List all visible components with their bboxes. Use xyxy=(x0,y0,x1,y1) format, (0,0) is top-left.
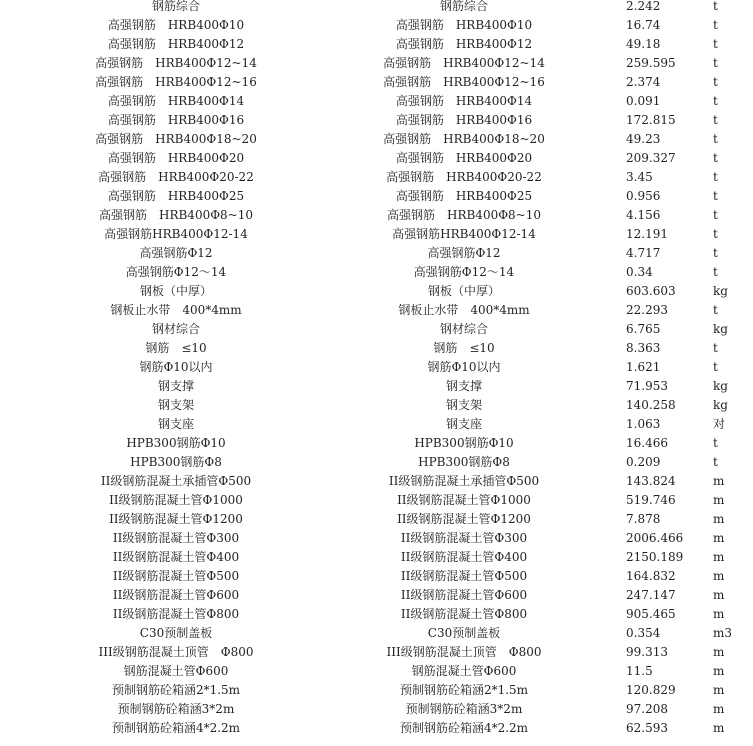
table-row xyxy=(0,0,753,16)
quantity-cell: 0.209 xyxy=(626,455,661,469)
table-row xyxy=(0,92,753,111)
unit-cell: m xyxy=(713,493,725,507)
unit-cell: t xyxy=(713,360,718,374)
material-name-cell: 钢筋综合 xyxy=(151,0,200,13)
material-spec-cell: HPB300钢筋Φ8 xyxy=(418,455,510,469)
unit-cell: t xyxy=(713,18,718,32)
quantity-cell: 3.45 xyxy=(626,170,653,184)
material-spec-cell: 高强钢筋 HRB400Φ20 xyxy=(395,151,533,165)
unit-cell: t xyxy=(713,170,718,184)
unit-cell: kg xyxy=(713,379,728,393)
material-spec-cell: 高强钢筋 HRB400Φ12~14 xyxy=(383,56,545,70)
quantity-cell: 143.824 xyxy=(626,474,676,488)
material-name-cell: 高强钢筋Φ12～14 xyxy=(125,265,227,279)
quantity-cell: 0.34 xyxy=(626,265,653,279)
material-name-cell: II级钢筋混凝土管Φ600 xyxy=(112,588,240,602)
material-spec-cell: 高强钢筋 HRB400Φ12~16 xyxy=(383,75,545,89)
material-name-cell: 高强钢筋HRB400Φ12-14 xyxy=(104,227,248,241)
unit-cell: t xyxy=(713,265,718,279)
table-row xyxy=(0,434,753,453)
material-spec-cell: 钢板（中厚） xyxy=(427,284,500,298)
material-name-cell: 高强钢筋 HRB400Φ8~10 xyxy=(98,208,254,222)
table-row xyxy=(0,16,753,35)
unit-cell: t xyxy=(713,151,718,165)
quantity-cell: 16.74 xyxy=(626,18,661,32)
material-spec-cell: 高强钢筋HRB400Φ12-14 xyxy=(392,227,536,241)
material-name-cell: 预制钢筋砼箱涵4*2.2m xyxy=(111,721,241,735)
unit-cell: m xyxy=(713,702,725,716)
material-name-cell: 高强钢筋 HRB400Φ20-22 xyxy=(98,170,254,184)
unit-cell: m xyxy=(713,569,725,583)
quantity-cell: 4.717 xyxy=(626,246,661,260)
unit-cell: m3 xyxy=(713,626,733,640)
material-name-cell: 高强钢筋 HRB400Φ25 xyxy=(107,189,245,203)
material-name-cell: 钢材综合 xyxy=(151,322,200,336)
unit-cell: t xyxy=(713,0,718,13)
quantity-cell: 164.832 xyxy=(626,569,676,583)
material-spec-cell: 钢支撑 xyxy=(445,379,482,393)
material-name-cell: 预制钢筋砼箱涵2*1.5m xyxy=(111,683,241,697)
unit-cell: t xyxy=(713,37,718,51)
quantity-cell: 62.593 xyxy=(626,721,668,735)
material-name-cell: 钢筋混凝土管Φ600 xyxy=(123,664,229,678)
quantity-cell: 97.208 xyxy=(626,702,668,716)
unit-cell: m xyxy=(713,512,725,526)
material-spec-cell: II级钢筋混凝土管Φ600 xyxy=(400,588,528,602)
material-spec-cell: 钢支座 xyxy=(445,417,482,431)
material-spec-cell: 钢板止水带 400*4mm xyxy=(398,303,530,317)
unit-cell: t xyxy=(713,455,718,469)
table-row xyxy=(0,168,753,187)
material-spec-cell: 钢材综合 xyxy=(439,322,488,336)
quantity-cell: 12.191 xyxy=(626,227,668,241)
table-row xyxy=(0,282,753,301)
material-name-cell: 高强钢筋 HRB400Φ10 xyxy=(107,18,245,32)
material-spec-cell: II级钢筋混凝土管Φ1200 xyxy=(397,512,531,526)
quantity-cell: 8.363 xyxy=(626,341,661,355)
material-spec-cell: II级钢筋混凝土管Φ500 xyxy=(400,569,528,583)
table-row xyxy=(0,225,753,244)
material-name-cell: II级钢筋混凝土管Φ1200 xyxy=(109,512,243,526)
unit-cell: kg xyxy=(713,322,728,336)
material-name-cell: 高强钢筋 HRB400Φ12 xyxy=(107,37,245,51)
unit-cell: t xyxy=(713,246,718,260)
quantity-cell: 2006.466 xyxy=(626,531,684,545)
material-spec-cell: 高强钢筋 HRB400Φ16 xyxy=(395,113,533,127)
table-row xyxy=(0,605,753,624)
quantity-cell: 22.293 xyxy=(626,303,668,317)
material-spec-cell: HPB300钢筋Φ10 xyxy=(414,436,514,450)
table-row xyxy=(0,624,753,643)
material-name-cell: 钢支座 xyxy=(157,417,194,431)
quantity-cell: 140.258 xyxy=(626,398,676,412)
table-row xyxy=(0,358,753,377)
quantity-cell: 209.327 xyxy=(626,151,676,165)
material-spec-cell: 预制钢筋砼箱涵4*2.2m xyxy=(399,721,529,735)
unit-cell: t xyxy=(713,132,718,146)
material-spec-cell: 高强钢筋 HRB400Φ18~20 xyxy=(383,132,545,146)
material-spec-cell: 预制钢筋砼箱涵2*1.5m xyxy=(399,683,529,697)
quantity-cell: 2150.189 xyxy=(626,550,684,564)
table-row xyxy=(0,529,753,548)
table-row xyxy=(0,187,753,206)
table-row xyxy=(0,111,753,130)
quantity-cell: 99.313 xyxy=(626,645,668,659)
unit-cell: kg xyxy=(713,284,728,298)
material-spec-cell: II级钢筋混凝土管Φ400 xyxy=(400,550,528,564)
quantity-cell: 603.603 xyxy=(626,284,676,298)
quantity-cell: 0.956 xyxy=(626,189,661,203)
material-name-cell: C30预制盖板 xyxy=(139,626,213,640)
unit-cell: m xyxy=(713,683,725,697)
material-name-cell: II级钢筋混凝土管Φ300 xyxy=(112,531,240,545)
table-row xyxy=(0,301,753,320)
material-name-cell: II级钢筋混凝土管Φ500 xyxy=(112,569,240,583)
material-spec-cell: C30预制盖板 xyxy=(427,626,501,640)
material-spec-cell: II级钢筋混凝土承插管Φ500 xyxy=(388,474,540,488)
material-spec-cell: 高强钢筋Φ12 xyxy=(427,246,501,260)
table-row xyxy=(0,472,753,491)
table-row xyxy=(0,510,753,529)
material-name-cell: 高强钢筋 HRB400Φ12~14 xyxy=(95,56,257,70)
table-row xyxy=(0,643,753,662)
material-spec-cell: 钢支架 xyxy=(445,398,482,412)
table-row xyxy=(0,548,753,567)
material-spec-cell: 钢筋混凝土管Φ600 xyxy=(411,664,517,678)
material-name-cell: 钢筋 ≤10 xyxy=(145,341,207,355)
material-name-cell: 高强钢筋 HRB400Φ14 xyxy=(107,94,245,108)
material-spec-cell: II级钢筋混凝土管Φ800 xyxy=(400,607,528,621)
quantity-cell: 0.354 xyxy=(626,626,661,640)
unit-cell: m xyxy=(713,474,725,488)
material-name-cell: 钢板止水带 400*4mm xyxy=(110,303,242,317)
material-name-cell: 高强钢筋Φ12 xyxy=(139,246,213,260)
unit-cell: m xyxy=(713,721,725,735)
table-row xyxy=(0,396,753,415)
material-name-cell: 钢板（中厚） xyxy=(139,284,212,298)
table-row xyxy=(0,700,753,719)
table-row xyxy=(0,662,753,681)
table-row xyxy=(0,149,753,168)
material-name-cell: III级钢筋混凝土顶管 Φ800 xyxy=(98,645,254,659)
material-spec-cell: II级钢筋混凝土管Φ1000 xyxy=(397,493,531,507)
table-row xyxy=(0,73,753,92)
unit-cell: m xyxy=(713,645,725,659)
material-name-cell: 钢支撑 xyxy=(157,379,194,393)
quantity-cell: 2.374 xyxy=(626,75,661,89)
material-name-cell: HPB300钢筋Φ10 xyxy=(126,436,226,450)
quantity-cell: 120.829 xyxy=(626,683,676,697)
material-spec-cell: 高强钢筋Φ12～14 xyxy=(413,265,515,279)
material-name-cell: 高强钢筋 HRB400Φ18~20 xyxy=(95,132,257,146)
table-row xyxy=(0,453,753,472)
material-name-cell: 预制钢筋砼箱涵3*2m xyxy=(117,702,235,716)
material-name-cell: II级钢筋混凝土管Φ800 xyxy=(112,607,240,621)
quantity-cell: 1.063 xyxy=(626,417,661,431)
quantity-cell: 2.242 xyxy=(626,0,661,13)
table-row xyxy=(0,130,753,149)
table-row xyxy=(0,206,753,225)
material-spec-cell: 高强钢筋 HRB400Φ10 xyxy=(395,18,533,32)
material-name-cell: II级钢筋混凝土管Φ400 xyxy=(112,550,240,564)
quantity-cell: 49.18 xyxy=(626,37,661,51)
material-name-cell: 钢筋Φ10以内 xyxy=(139,360,213,374)
unit-cell: t xyxy=(713,227,718,241)
table-row xyxy=(0,263,753,282)
quantity-cell: 905.465 xyxy=(626,607,676,621)
table-row xyxy=(0,415,753,434)
material-spec-cell: 钢筋Φ10以内 xyxy=(427,360,501,374)
quantity-cell: 7.878 xyxy=(626,512,661,526)
material-spec-cell: 预制钢筋砼箱涵3*2m xyxy=(405,702,523,716)
material-spec-cell: 钢筋 ≤10 xyxy=(433,341,495,355)
quantity-cell: 16.466 xyxy=(626,436,668,450)
unit-cell: kg xyxy=(713,398,728,412)
material-spec-cell: 高强钢筋 HRB400Φ8~10 xyxy=(386,208,542,222)
unit-cell: m xyxy=(713,550,725,564)
unit-cell: t xyxy=(713,303,718,317)
unit-cell: m xyxy=(713,531,725,545)
material-name-cell: 高强钢筋 HRB400Φ12~16 xyxy=(95,75,257,89)
unit-cell: m xyxy=(713,664,725,678)
unit-cell: t xyxy=(713,189,718,203)
quantity-cell: 0.091 xyxy=(626,94,661,108)
unit-cell: t xyxy=(713,341,718,355)
unit-cell: m xyxy=(713,588,725,602)
quantity-cell: 49.23 xyxy=(626,132,661,146)
quantity-cell: 519.746 xyxy=(626,493,676,507)
table-row xyxy=(0,567,753,586)
unit-cell: t xyxy=(713,113,718,127)
unit-cell: t xyxy=(713,94,718,108)
unit-cell: m xyxy=(713,607,725,621)
quantity-cell: 4.156 xyxy=(626,208,661,222)
table-row xyxy=(0,244,753,263)
quantity-cell: 247.147 xyxy=(626,588,676,602)
material-name-cell: 高强钢筋 HRB400Φ16 xyxy=(107,113,245,127)
material-spec-cell: 高强钢筋 HRB400Φ12 xyxy=(395,37,533,51)
material-spec-cell: III级钢筋混凝土顶管 Φ800 xyxy=(386,645,542,659)
material-name-cell: II级钢筋混凝土承插管Φ500 xyxy=(100,474,252,488)
unit-cell: 对 xyxy=(713,417,726,431)
table-row xyxy=(0,377,753,396)
material-spec-cell: II级钢筋混凝土管Φ300 xyxy=(400,531,528,545)
unit-cell: t xyxy=(713,436,718,450)
material-name-cell: II级钢筋混凝土管Φ1000 xyxy=(109,493,243,507)
material-spec-cell: 钢筋综合 xyxy=(439,0,488,13)
material-spec-cell: 高强钢筋 HRB400Φ20-22 xyxy=(386,170,542,184)
quantity-cell: 71.953 xyxy=(626,379,668,393)
material-spec-cell: 高强钢筋 HRB400Φ14 xyxy=(395,94,533,108)
quantity-cell: 172.815 xyxy=(626,113,676,127)
table-row xyxy=(0,586,753,605)
table-row xyxy=(0,719,753,738)
table-row xyxy=(0,54,753,73)
unit-cell: t xyxy=(713,56,718,70)
unit-cell: t xyxy=(713,208,718,222)
material-name-cell: HPB300钢筋Φ8 xyxy=(130,455,222,469)
table-row xyxy=(0,320,753,339)
quantity-cell: 259.595 xyxy=(626,56,676,70)
material-spec-cell: 高强钢筋 HRB400Φ25 xyxy=(395,189,533,203)
table-row xyxy=(0,681,753,700)
table-row xyxy=(0,491,753,510)
table-row xyxy=(0,35,753,54)
quantity-cell: 11.5 xyxy=(626,664,653,678)
quantity-cell: 1.621 xyxy=(626,360,661,374)
table-row xyxy=(0,339,753,358)
material-name-cell: 钢支架 xyxy=(157,398,194,412)
quantity-cell: 6.765 xyxy=(626,322,661,336)
material-name-cell: 高强钢筋 HRB400Φ20 xyxy=(107,151,245,165)
unit-cell: t xyxy=(713,75,718,89)
